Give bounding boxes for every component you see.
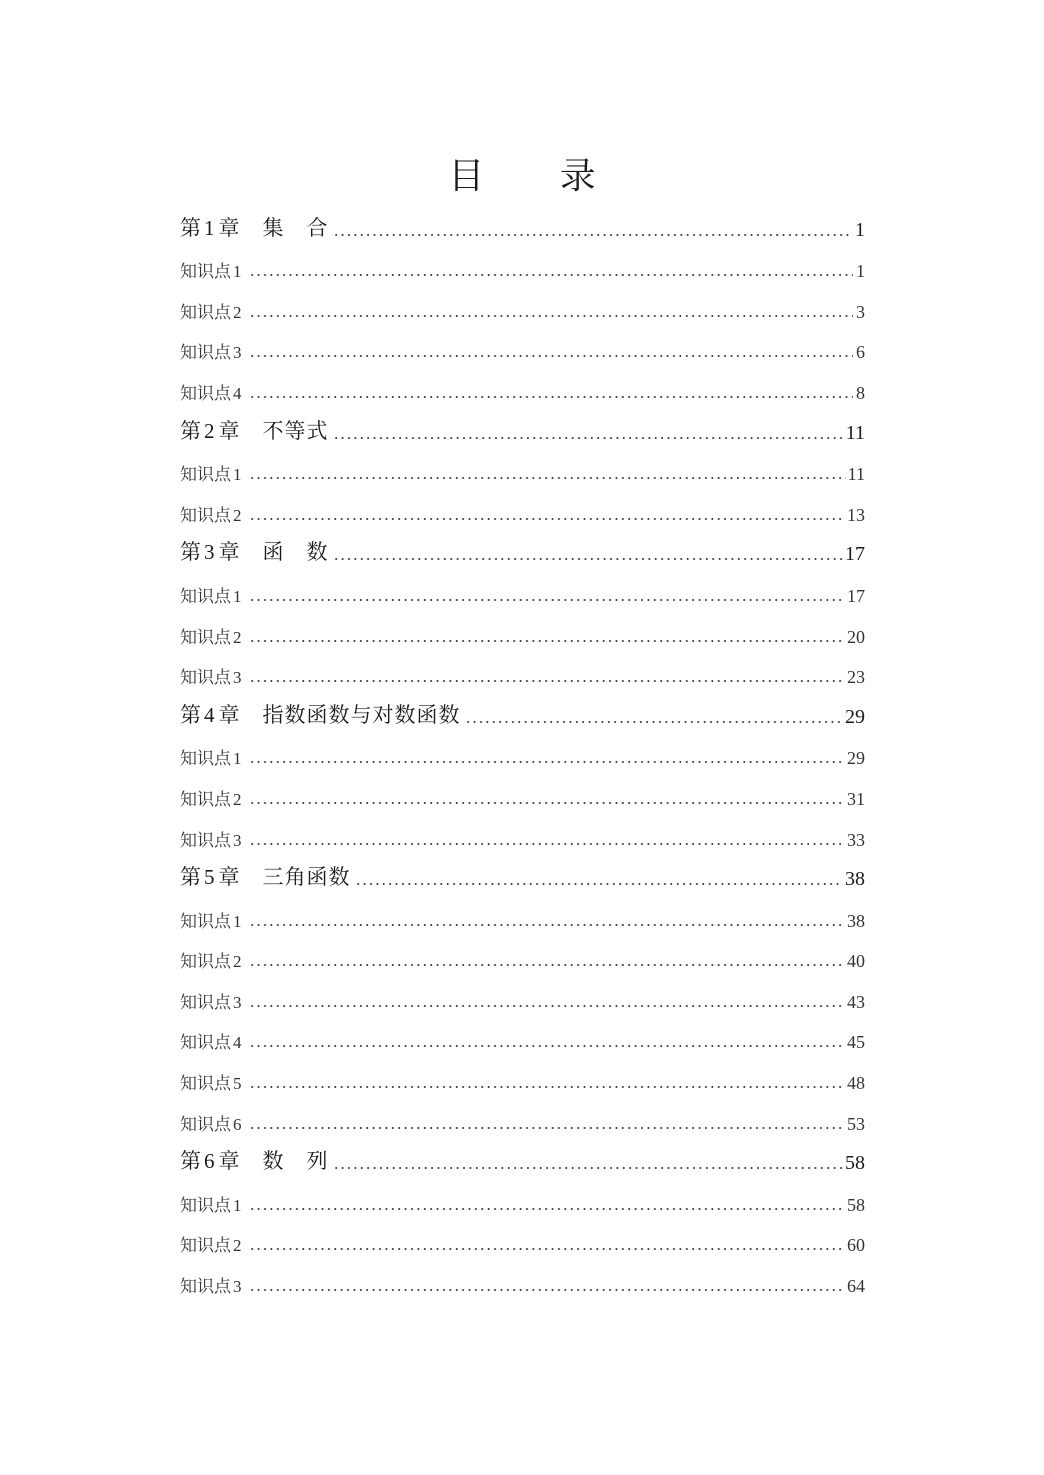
page-number: 8	[856, 382, 865, 403]
toc-section-entry[interactable]	[180, 451, 865, 492]
page-number: 48	[847, 1073, 865, 1094]
chapter-suffix: 章	[218, 215, 241, 240]
section-number: 3	[233, 343, 242, 363]
toc-chapter-entry[interactable]	[180, 694, 865, 735]
dot-leader	[249, 1045, 846, 1047]
section-number: 6	[233, 1114, 242, 1134]
toc-section-entry[interactable]	[180, 897, 865, 938]
chapter-suffix: 章	[218, 540, 241, 565]
section-number: 2	[233, 302, 242, 322]
page-number: 64	[847, 1276, 865, 1297]
section-name: 知识点	[180, 1114, 231, 1135]
toc-chapter-entry[interactable]	[180, 1141, 865, 1182]
section-number: 1	[233, 749, 242, 769]
section-number: 3	[233, 992, 242, 1012]
toc-section-entry[interactable]	[180, 248, 865, 289]
section-number: 2	[233, 789, 242, 809]
dot-leader	[249, 1127, 846, 1129]
chapter-heading	[180, 536, 329, 572]
page-number: 43	[847, 991, 865, 1012]
chapter-number: 1	[204, 215, 216, 240]
page-number: 29	[845, 705, 865, 728]
section-number: 4	[233, 1033, 242, 1053]
section-name: 知识点	[180, 465, 231, 486]
section-name: 知识点	[180, 302, 231, 323]
chapter-number: 2	[204, 418, 216, 443]
section-label	[180, 744, 245, 775]
section-name: 知识点	[180, 749, 231, 770]
dot-leader	[333, 1167, 844, 1169]
chapter-title: 三角函数	[262, 865, 351, 890]
section-label	[180, 988, 245, 1019]
dot-leader	[249, 355, 854, 357]
section-number: 2	[233, 627, 242, 647]
chapter-suffix: 章	[218, 702, 241, 727]
section-label	[180, 1231, 245, 1262]
section-name: 知识点	[180, 262, 231, 283]
section-label	[180, 298, 245, 329]
section-label	[180, 1069, 245, 1100]
section-name: 知识点	[180, 343, 231, 364]
dot-leader	[355, 883, 844, 885]
dot-leader	[333, 437, 844, 439]
page-number: 13	[847, 504, 865, 525]
chapter-number: 4	[204, 702, 216, 727]
section-label	[180, 947, 245, 978]
dot-leader	[249, 396, 854, 398]
page-number: 40	[847, 951, 865, 972]
section-label	[180, 460, 245, 491]
page-number: 6	[856, 342, 865, 363]
page-number: 38	[847, 910, 865, 931]
toc-section-entry[interactable]	[180, 654, 865, 695]
chapter-heading	[180, 212, 329, 248]
chapter-prefix: 第	[180, 702, 202, 727]
dot-leader	[249, 640, 846, 642]
section-name: 知识点	[180, 1074, 231, 1095]
section-name: 知识点	[180, 1277, 231, 1298]
dot-leader	[249, 1289, 846, 1291]
chapter-suffix: 章	[218, 418, 241, 443]
section-name: 知识点	[180, 627, 231, 648]
dot-leader	[249, 964, 846, 966]
section-name: 知识点	[180, 668, 231, 689]
page-number: 29	[847, 748, 865, 769]
page-number: 23	[847, 667, 865, 688]
toc-section-entry[interactable]	[180, 938, 865, 979]
chapter-heading	[180, 1145, 329, 1181]
dot-leader	[249, 518, 846, 520]
dot-leader	[249, 680, 846, 682]
section-number: 2	[233, 952, 242, 972]
toc-section-entry[interactable]	[180, 1059, 865, 1100]
toc-section-entry[interactable]	[180, 329, 865, 370]
dot-leader	[249, 1086, 846, 1088]
dot-leader	[249, 315, 854, 317]
toc-chapter-entry[interactable]	[180, 857, 865, 898]
page-number: 33	[847, 829, 865, 850]
chapter-suffix: 章	[218, 1149, 241, 1174]
toc-section-entry[interactable]	[180, 816, 865, 857]
dot-leader	[465, 721, 844, 723]
dot-leader	[249, 1208, 846, 1210]
section-label	[180, 623, 245, 654]
section-number: 3	[233, 668, 242, 688]
section-label	[180, 257, 245, 288]
page-number: 58	[847, 1194, 865, 1215]
section-name: 知识点	[180, 1033, 231, 1054]
page-number: 17	[845, 543, 865, 566]
toc-section-entry[interactable]	[180, 613, 865, 654]
dot-leader	[249, 274, 854, 276]
section-label	[180, 785, 245, 816]
page-number: 53	[847, 1113, 865, 1134]
chapter-number: 5	[204, 865, 216, 890]
page-number: 38	[845, 868, 865, 891]
dot-leader	[249, 477, 846, 479]
section-label	[180, 582, 245, 613]
section-label	[180, 1028, 245, 1059]
section-number: 1	[233, 262, 242, 282]
page-number: 11	[847, 464, 865, 485]
section-label	[180, 907, 245, 938]
section-number: 1	[233, 1195, 242, 1215]
toc-section-entry[interactable]	[180, 1100, 865, 1141]
page-number: 60	[847, 1235, 865, 1256]
section-number: 1	[233, 911, 242, 931]
toc-section-entry[interactable]	[180, 978, 865, 1019]
dot-leader	[249, 843, 846, 845]
dot-leader	[249, 761, 846, 763]
chapter-title: 不等式	[262, 418, 329, 443]
section-name: 知识点	[180, 1195, 231, 1216]
section-label	[180, 826, 245, 857]
toc-section-entry[interactable]	[180, 572, 865, 613]
section-name: 知识点	[180, 383, 231, 404]
chapter-number: 6	[204, 1149, 216, 1174]
section-number: 2	[233, 505, 242, 525]
dot-leader	[333, 558, 844, 560]
dot-leader	[249, 1248, 846, 1250]
section-name: 知识点	[180, 1236, 231, 1257]
toc-chapter-entry[interactable]	[180, 207, 865, 248]
chapter-heading	[180, 415, 329, 451]
page-number: 3	[856, 301, 865, 322]
chapter-prefix: 第	[180, 865, 202, 890]
chapter-title: 函 数	[262, 540, 329, 565]
toc-chapter-entry[interactable]	[180, 410, 865, 451]
section-name: 知识点	[180, 830, 231, 851]
chapter-heading	[180, 699, 461, 735]
section-number: 1	[233, 586, 242, 606]
section-name: 知识点	[180, 952, 231, 973]
section-label	[180, 501, 245, 532]
chapter-prefix: 第	[180, 1149, 202, 1174]
toc-section-entry[interactable]	[180, 775, 865, 816]
section-label	[180, 1110, 245, 1141]
section-label	[180, 1191, 245, 1222]
chapter-heading	[180, 861, 351, 897]
section-number: 4	[233, 383, 242, 403]
dot-leader	[249, 1005, 846, 1007]
dot-leader	[249, 924, 846, 926]
section-label	[180, 379, 245, 410]
toc-section-entry[interactable]	[180, 1222, 865, 1263]
toc-section-entry[interactable]	[180, 1181, 865, 1222]
toc-section-entry[interactable]	[180, 1019, 865, 1060]
section-number: 2	[233, 1236, 242, 1256]
dot-leader	[333, 234, 854, 236]
section-name: 知识点	[180, 911, 231, 932]
page-number: 31	[847, 788, 865, 809]
section-number: 3	[233, 1277, 242, 1297]
page-number: 58	[845, 1152, 865, 1175]
toc-section-entry[interactable]	[180, 1262, 865, 1303]
section-number: 5	[233, 1074, 242, 1094]
chapter-suffix: 章	[218, 865, 241, 890]
section-number: 3	[233, 830, 242, 850]
toc-section-entry[interactable]	[180, 735, 865, 776]
toc-section-entry[interactable]	[180, 491, 865, 532]
page-title: 目 录	[448, 156, 628, 197]
section-number: 1	[233, 465, 242, 485]
page-number: 17	[847, 585, 865, 606]
chapter-number: 3	[204, 540, 216, 565]
dot-leader	[249, 802, 846, 804]
page-number: 1	[856, 261, 865, 282]
chapter-title: 数 列	[262, 1149, 329, 1174]
dot-leader	[249, 599, 846, 601]
toc-section-entry[interactable]	[180, 288, 865, 329]
section-name: 知识点	[180, 789, 231, 810]
page-number: 11	[845, 421, 865, 444]
page-number: 1	[855, 218, 865, 241]
chapter-prefix: 第	[180, 540, 202, 565]
section-name: 知识点	[180, 992, 231, 1013]
page-number: 20	[847, 626, 865, 647]
section-label	[180, 663, 245, 694]
toc-chapter-entry[interactable]	[180, 532, 865, 573]
chapter-title: 集 合	[262, 215, 329, 240]
chapter-prefix: 第	[180, 215, 202, 240]
section-name: 知识点	[180, 586, 231, 607]
table-of-contents	[180, 207, 865, 1303]
toc-section-entry[interactable]	[180, 369, 865, 410]
section-label	[180, 338, 245, 369]
chapter-title: 指数函数与对数函数	[262, 702, 461, 727]
section-label	[180, 1272, 245, 1303]
chapter-prefix: 第	[180, 418, 202, 443]
page-number: 45	[847, 1032, 865, 1053]
section-name: 知识点	[180, 505, 231, 526]
